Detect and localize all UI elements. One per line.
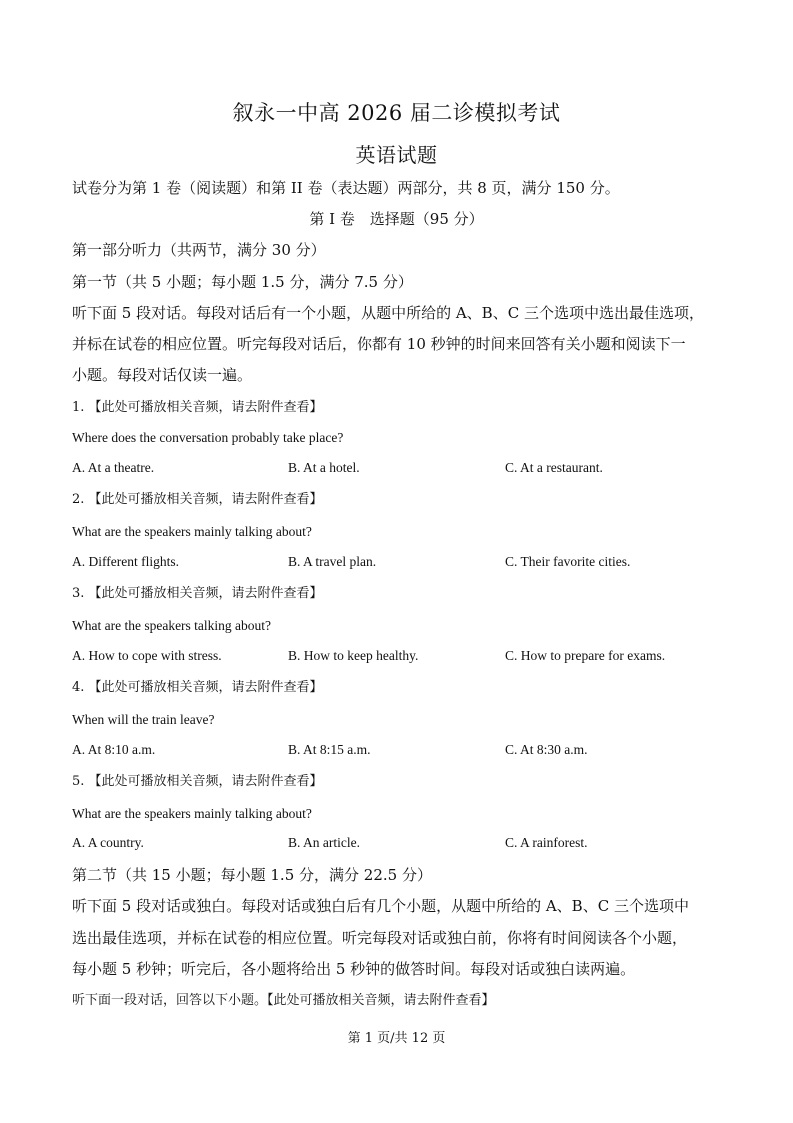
section2-title: 第二节（共 15 小题；每小题 1.5 分，满分 22.5 分）: [72, 866, 432, 884]
option-b: B. At a hotel.: [288, 460, 360, 475]
option-b: B. An article.: [288, 835, 360, 850]
option-b: B. A travel plan.: [288, 554, 377, 569]
question-text: When will the train leave?: [72, 712, 215, 727]
question-text: Where does the conversation probably take place?: [72, 430, 344, 445]
option-b: B. At 8:15 a.m.: [288, 742, 371, 757]
section2-instruction-line: 每小题 5 秒钟；听完后，各小题将给出 5 秒钟的做答时间。每段对话或独白读两遍。: [72, 960, 636, 978]
question-label[interactable]: 1. 【此处可播放相关音频，请去附件查看】: [72, 400, 323, 415]
section2-lead[interactable]: 听下面一段对话，回答以下小题。【此处可播放相关音频，请去附件查看】: [72, 993, 495, 1008]
section2-instruction-line: 选出最佳选项，并标在试卷的相应位置。听完每段对话或独白前，你将有时间阅读各个小题，: [72, 929, 688, 947]
volume-title: 第 I 卷 选择题（95 分）: [309, 210, 484, 228]
option-a: A. Different flights.: [72, 554, 179, 569]
option-c: C. At 8:30 a.m.: [505, 742, 588, 757]
question-text: What are the speakers mainly talking about?: [72, 524, 312, 539]
section1-title: 第一节（共 5 小题；每小题 1.5 分，满分 7.5 分）: [72, 273, 413, 291]
question-text: What are the speakers mainly talking about?: [72, 806, 312, 821]
question-text: What are the speakers talking about?: [72, 618, 272, 633]
intro-text: 试卷分为第 1 卷（阅读题）和第 II 卷（表达题）两部分，共 8 页，满分 150 分。: [72, 179, 620, 197]
section1-instruction-line: 并标在试卷的相应位置。听完每段对话后，你都有 10 秒钟的时间来回答有关小题和阅读下一: [72, 335, 686, 353]
section2-instruction-line: 听下面 5 段对话或独白。每段对话或独白后有几个小题，从题中所给的 A、B、C 三个选项中: [72, 897, 689, 915]
part1-title: 第一部分听力（共两节，满分 30 分）: [72, 241, 326, 259]
option-c: C. How to prepare for exams.: [505, 648, 666, 663]
option-a: A. How to cope with stress.: [72, 648, 222, 663]
exam-title: 叙永一中高 2026 届二诊模拟考试: [232, 101, 561, 125]
section1-instruction-line: 听下面 5 段对话。每段对话后有一个小题，从题中所给的 A、B、C 三个选项中选出最佳选项，: [72, 304, 704, 322]
option-b: B. How to keep healthy.: [288, 648, 419, 663]
option-c: C. Their favorite cities.: [505, 554, 631, 569]
question-label[interactable]: 2. 【此处可播放相关音频，请去附件查看】: [72, 492, 323, 507]
question-label[interactable]: 5. 【此处可播放相关音频，请去附件查看】: [72, 774, 323, 789]
option-c: C. A rainforest.: [505, 835, 588, 850]
option-a: A. A country.: [72, 835, 144, 850]
subject-title: 英语试题: [355, 143, 438, 167]
option-c: C. At a restaurant.: [505, 460, 603, 475]
question-label[interactable]: 4. 【此处可播放相关音频，请去附件查看】: [72, 680, 323, 695]
option-a: A. At 8:10 a.m.: [72, 742, 156, 757]
option-a: A. At a theatre.: [72, 460, 155, 475]
question-label[interactable]: 3. 【此处可播放相关音频，请去附件查看】: [72, 586, 323, 601]
page-footer: 第 1 页/共 12 页: [347, 1031, 446, 1046]
section1-instruction-line: 小题。每段对话仅读一遍。: [72, 366, 253, 384]
